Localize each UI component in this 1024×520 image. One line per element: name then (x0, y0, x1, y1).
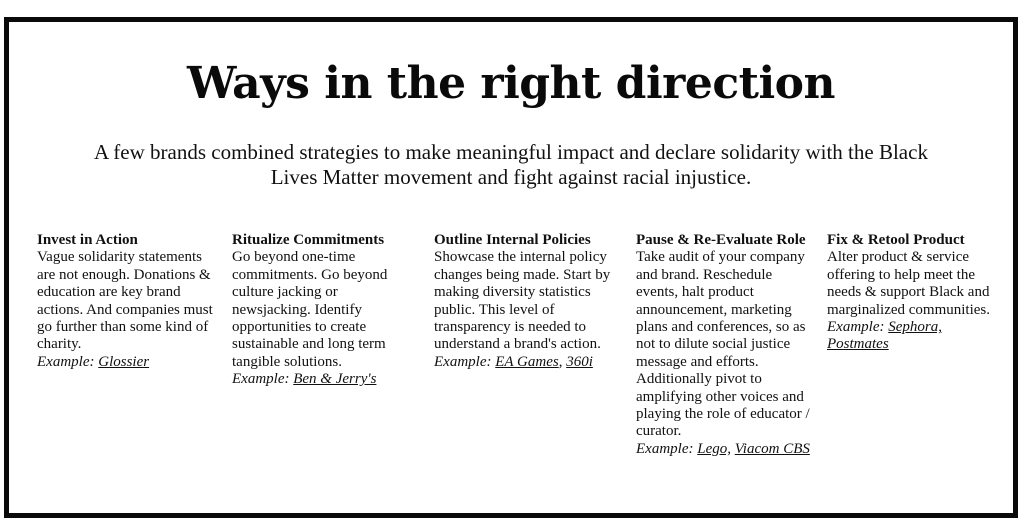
column-example (37, 354, 215, 371)
column-body: Alter product & service offering to help meet the needs & support Black and marginalized communities. (827, 249, 991, 318)
column-example (827, 319, 1005, 354)
example-link-viacom-cbs[interactable]: Viacom CBS (734, 440, 810, 457)
content-frame (4, 17, 1018, 518)
example-label: Example: (37, 353, 99, 370)
column-body: Showcase the internal policy changes being made. Start by making diversity statistics public. This level of transparency is needed to understand a brand's action. (434, 249, 611, 353)
strategy-column-pause-re-evaluate-role (636, 232, 816, 458)
page-title: Ways in the right direction (186, 58, 836, 109)
example-link-glossier[interactable]: Glossier (98, 353, 150, 370)
column-body: Vague solidarity statements are not enough. Donations & education are key brand actions. And companies must go further than some kind of charity. (37, 249, 213, 353)
column-heading: Outline Internal Policies (434, 232, 591, 248)
example-link-postmates[interactable]: Postmates (827, 336, 889, 353)
column-example (636, 441, 816, 458)
link-separator: , (558, 353, 567, 370)
example-link-sephora[interactable]: Sephora, (888, 319, 942, 336)
page-subtitle: A few brands combined strategies to make meaningful impact and declare solidarity with the Black Lives Matter movement and fight against racial injustice. (94, 140, 928, 189)
example-label: Example: (434, 353, 496, 370)
column-body: Go beyond one-time commitments. Go beyond culture jacking or newsjacking. Identify opportunities to create sustainable and long term tangible solutions. (232, 249, 388, 370)
example-label: Example: (232, 371, 294, 388)
strategy-column-invest-in-action (37, 232, 215, 371)
example-label: Example: (827, 319, 889, 336)
example-link-ea-games[interactable]: EA Games (495, 353, 559, 370)
column-heading: Invest in Action (37, 232, 138, 248)
example-label: Example: (636, 440, 698, 457)
column-body: Take audit of your company and brand. Reschedule events, halt product announcement, marketing plans and conferences, so as not to dilute social justice message and efforts. Additionally pivot to amplifying other voices and playing the role of educator / curator. (636, 249, 810, 440)
column-example (434, 354, 619, 371)
column-example (232, 371, 416, 388)
strategy-column-ritualize-commitments (232, 232, 416, 389)
strategy-column-outline-internal-policies (434, 232, 619, 371)
column-heading: Ritualize Commitments (232, 232, 385, 248)
strategy-column-fix-retool-product (827, 232, 1005, 354)
example-link-ben-and-jerrys[interactable]: Ben & Jerry's (293, 371, 377, 388)
example-link-lego[interactable]: Lego, (697, 440, 731, 457)
column-heading: Pause & Re-Evaluate Role (636, 232, 806, 248)
example-link-360i[interactable]: 360i (566, 353, 593, 370)
column-heading: Fix & Retool Product (827, 232, 965, 248)
